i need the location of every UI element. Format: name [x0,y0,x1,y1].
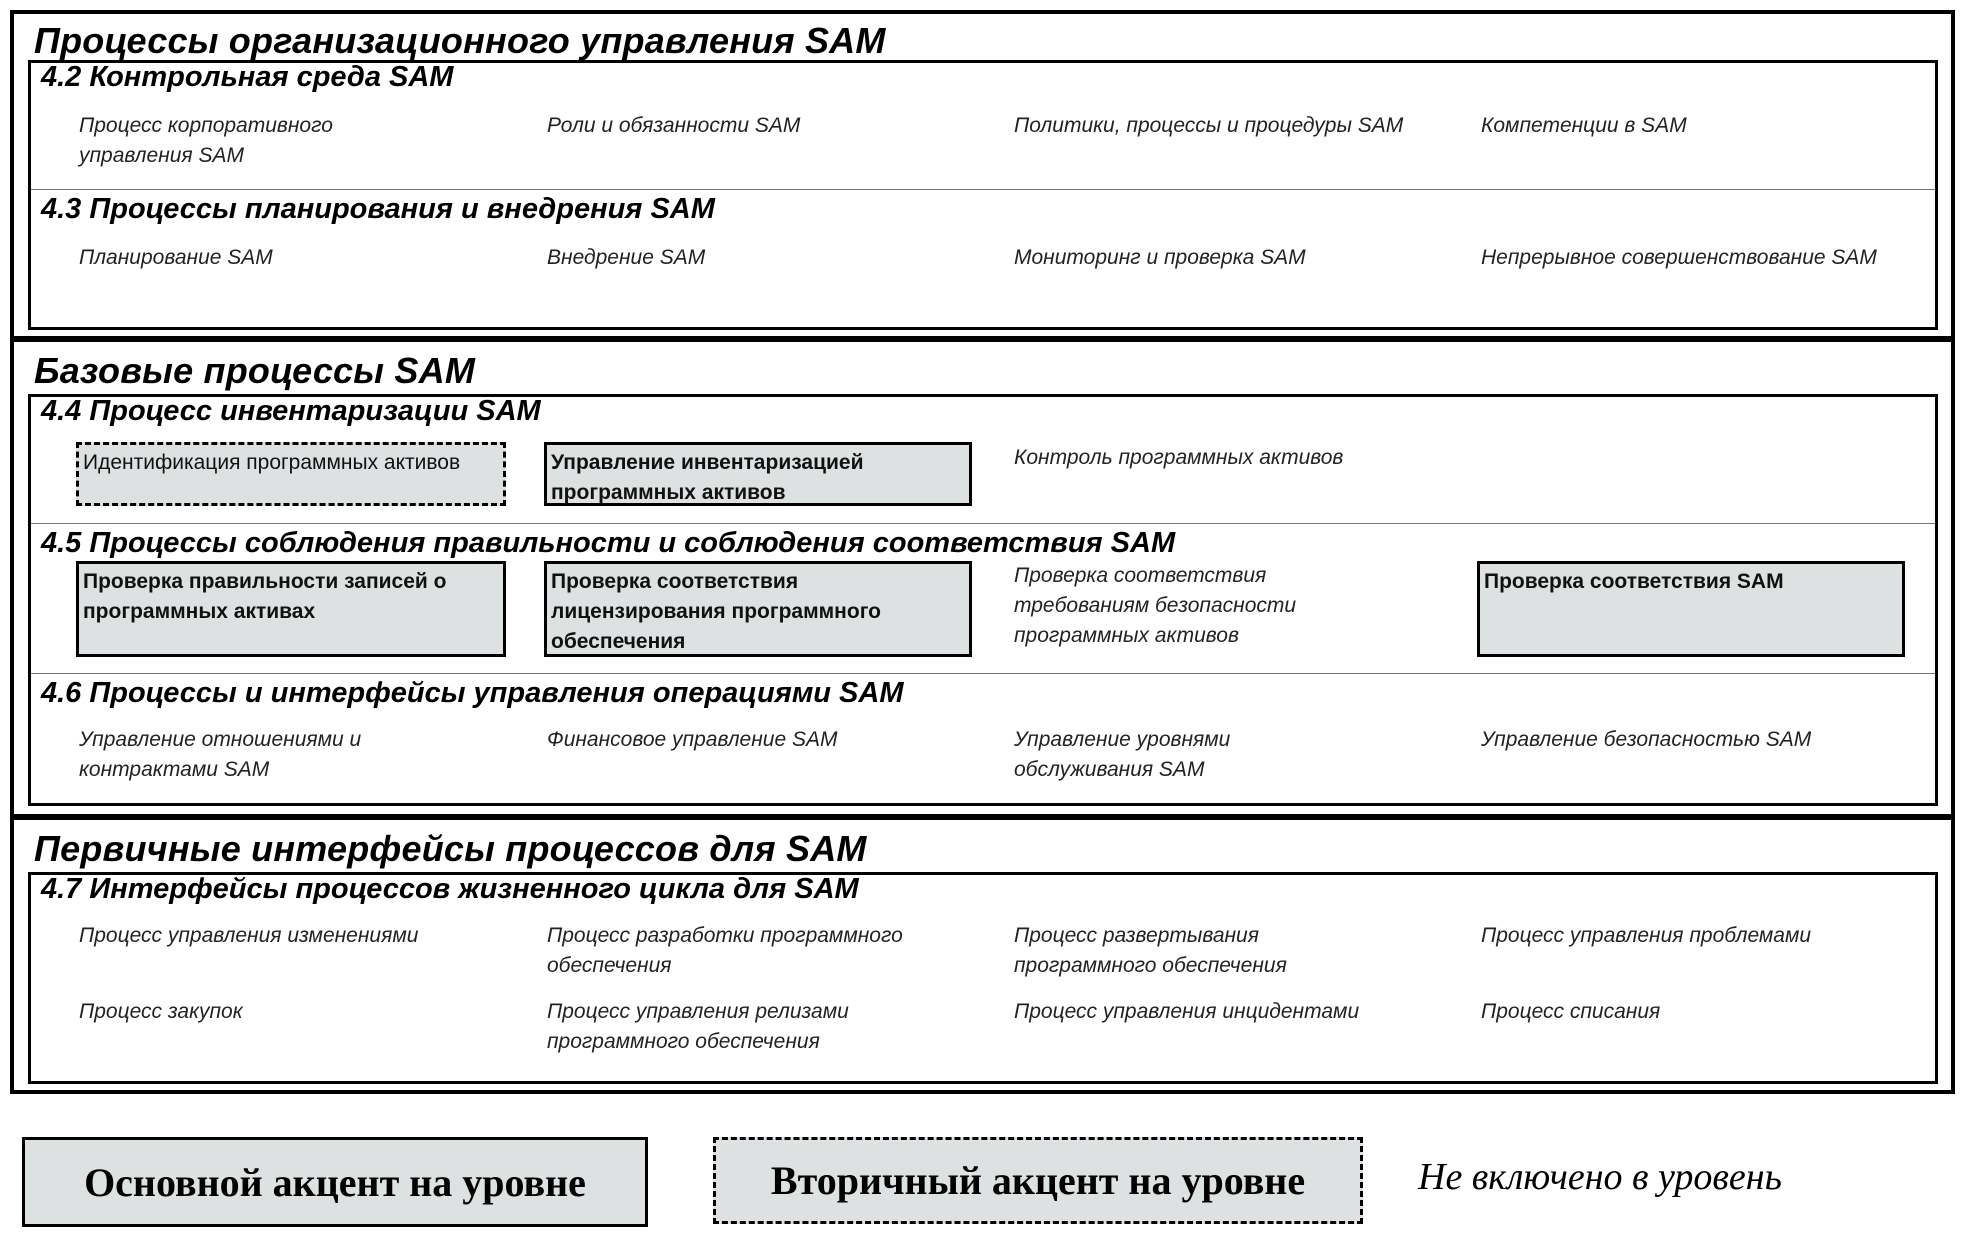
section-title-4-3: 4.3 Процессы планирования и внедрения SAM [41,193,715,225]
item-service-level: Управление уровнями обслуживания SAM [1014,728,1231,781]
box-records-verification: Проверка правильности записей о программных активах [76,561,506,657]
group-title: Первичные интерфейсы процессов для SAM [34,828,867,869]
group-core [10,338,1955,818]
group-title: Процессы организационного управления SAM [34,20,886,61]
item-change-management: Процесс управления изменениями [79,924,419,947]
box-sam-compliance: Проверка соответствия SAM [1477,561,1905,657]
section-title-4-5: 4.5 Процессы соблюдения правильности и соблюдения соответствия SAM [41,527,1176,559]
subgroup-core [28,394,1938,806]
box-license-compliance: Проверка соответствия лицензирования программного обеспечения [544,561,972,657]
section-title-4-6: 4.6 Процессы и интерфейсы управления операциями SAM [41,677,904,709]
item-relationship-management: Управление отношениями и контрактами SAM [79,728,362,781]
item-competencies: Компетенции в SAM [1481,114,1687,137]
item-implementation: Внедрение SAM [547,246,706,269]
group-organizational [10,10,1955,340]
legend-none: Не включено в уровень [1418,1156,1782,1198]
section-divider [31,189,1935,190]
item-monitoring: Мониторинг и проверка SAM [1014,246,1306,269]
box-asset-identification: Идентификация программных активов [76,442,506,506]
item-corporate-governance: Процесс корпоративного управления SAM [79,114,333,167]
section-title-4-4: 4.4 Процесс инвентаризации SAM [41,395,541,427]
item-roles: Роли и обязанности SAM [547,114,801,137]
item-security-management: Управление безопасностью SAM [1481,728,1812,751]
subgroup-organizational [28,60,1938,330]
item-procurement: Процесс закупок [79,1000,243,1023]
item-software-deployment: Процесс развертывания программного обеспечения [1014,924,1287,977]
item-policies: Политики, процессы и процедуры SAM [1014,114,1404,137]
item-planning: Планирование SAM [79,246,273,269]
item-problem-management: Процесс управления проблемами [1481,924,1812,947]
item-financial-management: Финансовое управление SAM [547,728,838,751]
section-divider [31,523,1935,524]
item-security-compliance: Проверка соответствия требованиям безопасности программных активов [1014,564,1297,647]
item-continuous-improvement: Непрерывное совершенствование SAM [1481,246,1877,269]
item-asset-control: Контроль программных активов [1014,446,1344,469]
item-incident-management: Процесс управления инцидентами [1014,1000,1360,1023]
section-title-4-7: 4.7 Интерфейсы процессов жизненного цикла для SAM [41,873,859,905]
section-divider [31,673,1935,674]
group-primary-interfaces [10,816,1955,1094]
item-release-management: Процесс управления релизами программного обеспечения [547,1000,849,1053]
legend-primary: Основной акцент на уровне [22,1137,648,1227]
item-software-development: Процесс разработки программного обеспечения [547,924,903,977]
item-retirement: Процесс списания [1481,1000,1661,1023]
legend-secondary: Вторичный акцент на уровне [713,1137,1363,1224]
subgroup-interfaces [28,872,1938,1084]
box-inventory-management: Управление инвентаризацией программных активов [544,442,972,506]
section-title-4-2: 4.2 Контрольная среда SAM [41,61,454,93]
group-title: Базовые процессы SAM [34,350,476,391]
